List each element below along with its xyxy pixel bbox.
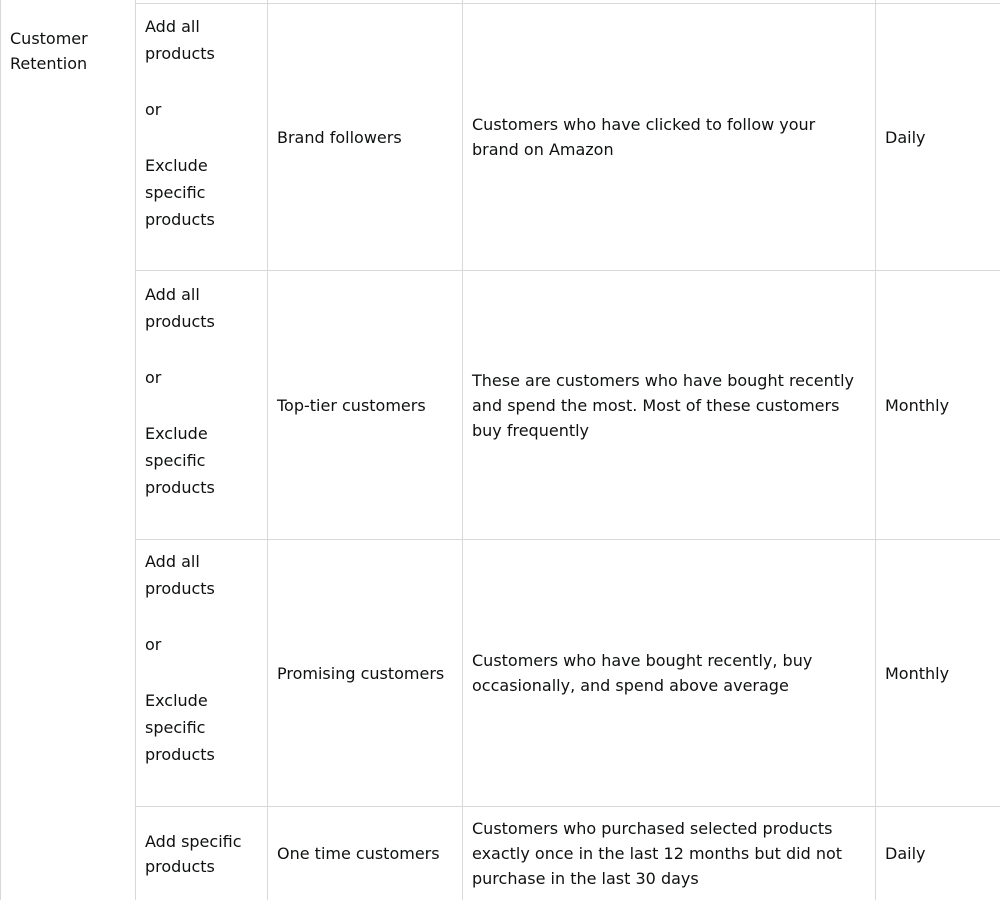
segment-cell: Top-tier customers: [277, 395, 426, 415]
products-option-all: Add all products: [145, 17, 215, 63]
category-label: Customer Retention: [10, 29, 88, 73]
products-option-all: Add all products: [145, 285, 215, 331]
frequency-cell: Monthly: [885, 395, 950, 415]
frequency-cell: Monthly: [885, 663, 950, 683]
products-cell: [136, 13, 267, 233]
description-cell: These are customers who have bought recently and spend the most. Most of these customers buy frequently: [472, 370, 854, 440]
products-separator: or: [145, 635, 162, 654]
products-separator: or: [145, 368, 162, 387]
products-cell: [136, 281, 267, 501]
table-left-border: [0, 0, 1, 900]
products-option-exclude: Exclude specific products: [145, 156, 215, 229]
segment-cell: Brand followers: [277, 127, 402, 147]
products-cell: Add specific products: [145, 831, 242, 876]
description-cell: Customers who have bought recently, buy occasionally, and spend above average: [472, 651, 813, 695]
segment-cell: Promising customers: [277, 663, 445, 683]
description-cell: Customers who purchased selected products exactly once in the last 12 months but did not purchase in the last 30 days: [472, 819, 843, 888]
frequency-cell: Daily: [885, 844, 926, 863]
frequency-cell: Daily: [885, 127, 926, 147]
products-option-exclude: Exclude specific products: [145, 424, 215, 497]
segment-cell: One time customers: [277, 844, 440, 863]
description-cell: Customers who have clicked to follow your brand on Amazon: [472, 115, 816, 159]
products-option-all: Add all products: [145, 552, 215, 598]
products-separator: or: [145, 100, 162, 119]
products-cell: [136, 548, 267, 768]
products-option-exclude: Exclude specific products: [145, 691, 215, 764]
